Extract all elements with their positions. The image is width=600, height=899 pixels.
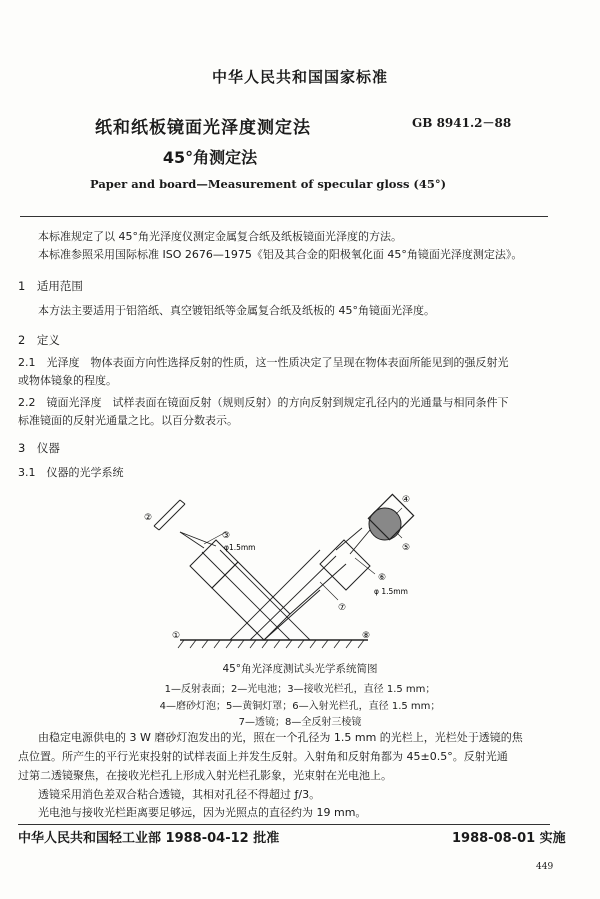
document-title: 纸和纸板镜面光泽度测定法 <box>95 118 311 138</box>
description-line-5: 光电池与接收光栏距离要足够远，因为光照点的直径约为 19 mm。 <box>38 806 367 819</box>
header-divider <box>20 216 548 217</box>
page-number: 449 <box>536 862 554 872</box>
label-3: ③ <box>222 531 231 541</box>
description-line-1: 由稳定电源供电的 3 W 磨砂灯泡发出的光，照在一个孔径为 1.5 mm 的光栏上，光栏处于透镜的焦 <box>38 731 523 744</box>
label-6: ⑥ <box>378 573 387 583</box>
description-line-4: 透镜采用消色差双合粘合透镜，其相对孔径不得超过 ƒ/3。 <box>38 788 321 801</box>
label-7: ⑦ <box>338 603 347 613</box>
aperture-dimension-right: φ 1.5mm <box>374 587 408 596</box>
figure-legend-line-2: 4—磨砂灯泡；5—黄铜灯罩；6—入射光栏孔，直径 1.5 mm； <box>159 701 441 712</box>
label-1: ① <box>172 631 181 641</box>
definition-2-1-line-1: 2.1 光泽度 物体表面方向性选择反射的性质，这一性质决定了呈现在物体表面所能见到的强反射光 <box>18 356 509 369</box>
figure-caption: 45°角光泽度测试头光学系统简图 <box>222 663 378 675</box>
label-2: ② <box>144 513 153 523</box>
definition-2-2-line-2: 标准镜面的反射光通量之比。以百分数表示。 <box>18 414 238 427</box>
section-2-heading: 2 定义 <box>18 333 60 347</box>
label-8: ⑧ <box>362 631 371 641</box>
english-title: Paper and board—Measurement of specular gloss (45°) <box>90 177 447 191</box>
intro-paragraph-2: 本标准参照采用国际标准 ISO 2676—1975《铝及其合金的阳极氧化面 45°角镜面光泽度测定法》。 <box>38 248 523 261</box>
label-4: ④ <box>402 495 411 505</box>
aperture-dimension-left: φ1.5mm <box>224 543 256 552</box>
section-3-heading: 3 仪器 <box>18 441 60 455</box>
implementation-date: 1988-08-01 实施 <box>452 831 566 846</box>
intro-paragraph-1: 本标准规定了以 45°角光泽度仪测定金属复合纸及纸板镜面光泽度的方法。 <box>38 230 402 243</box>
section-1-heading: 1 适用范围 <box>18 279 83 293</box>
section-3-1-heading: 3.1 仪器的光学系统 <box>18 466 124 479</box>
figure-legend-line-3: 7—透镜；8—全反射三棱镜 <box>238 717 362 728</box>
description-line-2: 点位置。所产生的平行光束投射的试样表面上并发生反射。入射角和反射角都为 45±0.5°。反射光通 <box>18 750 508 763</box>
section-1-text: 本方法主要适用于铝箔纸、真空镀铝纸等金属复合纸及纸板的 45°角镜面光泽度。 <box>38 304 435 317</box>
description-line-3: 过第二透镜聚焦，在接收光栏孔上形成入射光栏孔影象，光束射在光电池上。 <box>18 769 392 782</box>
photocell <box>154 500 185 530</box>
footer-divider <box>18 824 550 825</box>
document-subtitle: 45°角测定法 <box>162 148 258 167</box>
figure-legend-line-1: 1—反射表面；2—光电池；3—接收光栏孔，直径 1.5 mm； <box>164 684 436 695</box>
standard-number: GB 8941.2－88 <box>412 116 512 130</box>
definition-2-1-line-2: 或物体镜象的程度。 <box>18 374 117 387</box>
label-5: ⑤ <box>402 543 411 553</box>
definition-2-2-line-1: 2.2 镜面光泽度 试样表面在镜面反射（规则反射）的方向反射到规定孔径内的光通量与相同条件下 <box>18 396 509 409</box>
approval-statement: 中华人民共和国轻工业部 1988-04-12 批准 <box>18 831 280 846</box>
optical-system-diagram <box>140 488 440 658</box>
issuing-country-header: 中华人民共和国国家标准 <box>211 68 388 86</box>
